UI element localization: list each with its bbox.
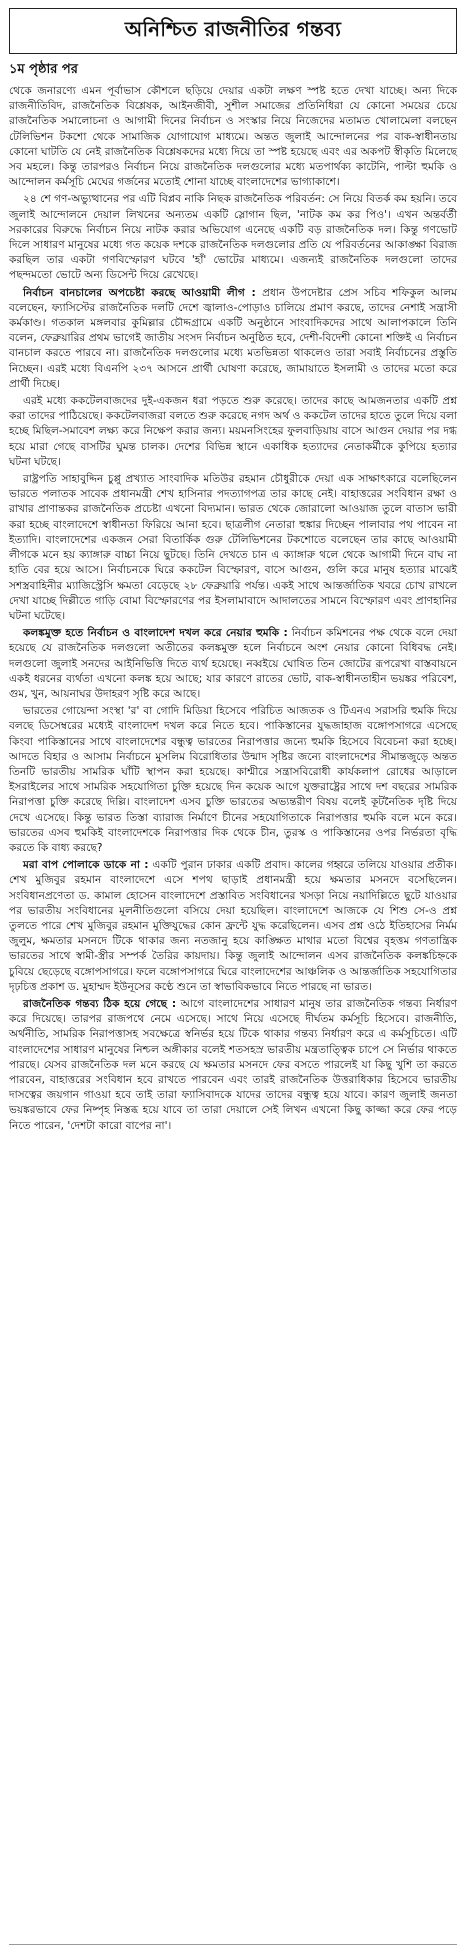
paragraph-text: থেকে জনারণ্যে এমন পূর্বাভাস কৌশলে ছড়িয়ে দেয়ার একটা লক্ষণ স্পষ্ট হতে দেখা যাচ্ছে। অন্য দিকে রাজনীতিবিদ, রাজনৈতিক বিশ্লেষক, আইনজীবী, সুশীল সমাজের প্রতিনিধিরা যে কোনো সময়ের চেয়ে রাজনৈতিক সমালোচনা ও আগামী দিনের নির্বাচন ও সংস্কার নিয়ে নিজেদের মতামত খোলামেলা বলছেন টেলিভিশন টকশো থেকে সামাজিক যোগাযোগ মাধ্যমে। অন্তত জুলাই আন্দোলনের পর বাক-স্বাধীনতায় কোনো ঘাটতি যে নেই রাজনৈতিক বিশ্লেষকদের মধ্যে দিয়ে তা স্পষ্ট হয়েছে এবং এর অকপট স্বীকৃতি মিলেছে সব মহলে। কিন্তু তারপরও নির্বাচন নিয়ে রাজনৈতিক দলগুলোর মধ্যে মতপার্থক্য কাটেনি, পাল্টা হুমকি ও আন্দোলন কর্মসূচি মেঘের গর্জনের মতোই শোনা যাচ্ছে বাংলাদেশের ভাগ্যাকাশে।: [9, 85, 457, 189]
article-paragraph: [9, 394, 457, 470]
headline-box: [9, 8, 457, 54]
paragraph-subhead: রাজনৈতিক গন্তব্য ঠিক হয়ে গেছে :: [23, 997, 177, 1010]
paragraph-text: এরই মধ্যে ককটেলবাজদের দুই-একজন ধরা পড়তে শুরু করেছে। তাদের কাছে আমজনতার একটি প্রশ্ন করা তাদের পাঠিয়েছে। ককটেলবাজরা বলতে শুরু করেছে নগদ অর্থ ও ককটেল তাদের হাতে তুলে দিয়ে বলা হচ্ছে মিছিল-সমাবেশ লক্ষ্য করে নিক্ষেপ করার জন্য। ময়মনসিংহের ফুলবাড়িয়ায় বাসে আগুন দেয়ার পর দগ্ধ হয়ে মারা গেছে বাসটির ঘুমন্ত চালক। দেশের বিভিন্ন স্থানে একাধিক হত্যাদের নেতাকর্মীকে কুপিয়ে হত্যার ঘটনা ঘটছে।: [9, 395, 457, 468]
article-paragraph: [9, 704, 457, 856]
bottom-rule: [9, 1944, 457, 1945]
article-paragraph: [9, 192, 457, 283]
headline: অনিশ্চিত রাজনীতির গন্তব্য: [124, 16, 342, 41]
paragraph-text: নির্বাচন কমিশনের পক্ষ থেকে বলে দেয়া হয়েছে যে রাজনৈতিক দলগুলো অতীতের কলঙ্কমুক্ত হলে নির্বাচনে অংশ নেয়ার কোনো বিধিবদ্ধ নেই। দলগুলো জুলাই সনদের আইনিভিত্তি দিতে ব্যর্থ হয়েছে। নব্বইয়ে ঘোষিত তিন জোটের রূপরেখা বাস্তবায়নে একই ধরনের ব্যর্থতা এখনো কলঙ্ক হয়ে আছে; যার কারণে রাতের ভোট, বাক-স্বাধীনতাহীন ভয়ঙ্কর পরিবেশ, গুম, খুন, আয়নাঘর উদাহরণ সৃষ্টি করে আছে।: [9, 627, 458, 700]
paragraph-subhead: মরা বাপ পোলাকে ডাকে না :: [23, 859, 149, 872]
paragraph-text: ভারতের গোয়েন্দা সংস্থা 'র' বা গোদি মিডিয়া হিসেবে পরিচিত আজতক ও টিএনএ সরাসরি হুমকি দিয়ে বলছে ডিসেম্বরের মধ্যেই বাংলাদেশ দখল করে নিতে হবে। পাকিস্তানের যুদ্ধজাহাজ বঙ্গোপসাগরে এসেছে কিংবা পাকিস্তানের সাথে বাংলাদেশের বন্ধুত্ব ভারতের নিরাপত্তার জন্যে হুমকি হিসেবে বিবেচনা করা হচ্ছে। আদতে বিহার ও আসাম নির্বাচনে মুসলিম বিরোধিতার উন্মাদ সৃষ্টির জন্যে বাংলাদেশের সীমান্তজুড়ে অন্তত তিনটি ভারতীয় সামরিক ঘাঁটি স্থাপন করা হয়েছে। কাশ্মীরে সন্ত্রাসবিরোধী কার্যকলাপ রোধের আড়ালে ইসরাইলের সাথে সামরিক সহযোগিতা চুক্তি হয়েছে দিন কয়েক আগে যুক্তরাষ্ট্রের সাথে দশ বছরের সামরিক নিরাপত্তা চুক্তি করেছে দিল্লি। বাংলাদেশ এসব চুক্তি ভারতের অভ্যন্তরীণ বিষয় বলেই কূটনৈতিক দৃষ্টি দিয়ে দেখে এসেছে। কিন্তু ভারত তিস্তা ব্যারাজ নির্মাণে চীনের সহযোগিতাকে নিরাপত্তার হুমকি বলে মনে করে। ভারতের এসব হুমকিই বাংলাদেশকে নিরাপত্তার দিক থেকে চীন, তুরস্ক ও পাকিস্তানের ওপর নির্ভরতা বৃদ্ধি করতে কি বাধ্য করছে?: [9, 705, 457, 854]
article-paragraph: [9, 472, 457, 624]
article-paragraph: [9, 858, 457, 995]
article-paragraph: [9, 997, 457, 1134]
article-paragraph: [9, 84, 457, 190]
paragraph-text: একটি পুরান ঢাকার একটি প্রবাদ। কালের গহ্বরে তলিয়ে যাওয়ার প্রতীক। শেখ মুজিবুর রহমান বাংলাদেশে এসে শপথ ছাড়াই প্রধানমন্ত্রী হয়ে ক্ষমতার মসনদে বসেছিলেন। সংবিধানপ্রণেতা ড. কামাল হোসেন বাংলাদেশে প্রস্তাবিত সংবিধানের খসড়া নিয়ে নয়াদিল্লিতে ছুটে যাওয়ার পর ভারতীয় সংবিধানের মূলনীতিগুলো বসিয়ে দেয়া হয়েছিল। বাংলাদেশে আজকে যে শিশু সে-ও প্রশ্ন তুলতে পারে শেখ মুজিবুর রহমান মুক্তিযুদ্ধের কোন ফ্রন্টে যুদ্ধ করেছিলেন। এসব প্রশ্ন ওঠে ইতিহাসের নির্মম জুলুম, ক্ষমতার মসনদে টিকে থাকার জন্য নতজানু হয়ে কাঙ্ক্ষিত মাথার মতো বিশ্বের বৃহত্তম গণতান্ত্রিক ভারতের সাথে স্বামী-স্ত্রীর সম্পর্ক তৈরির কায়দায়। কিন্তু জুলাই আন্দোলন এসব রাজনৈতিক কলঙ্কচিহ্নকে চুবিয়ে ছেড়েছে বঙ্গোপসাগরে। ফলে বঙ্গোপসাগরে ঘিরে বাংলাদেশের আঞ্চলিক ও আন্তর্জাতিক সহযোগিতার দৃঢ়চিত্ত প্রকাশ ড. মুহাম্মদ ইউনূসের কণ্ঠে শুনে তা স্বাভাবিকভাবে নিতে পারছে না ভারত।: [9, 859, 457, 993]
continuation-marker: ১ম পৃষ্ঠার পর: [9, 62, 78, 77]
article-paragraph: [9, 286, 457, 392]
paragraph-subhead: নির্বাচন বানচালের অপচেষ্টা করছে আওয়ামী লীগ :: [23, 286, 256, 299]
paragraph-text: রাষ্ট্রপতি সাহাবুদ্দিন চুপ্পু প্রখ্যাত সাংবাদিক মতিউর রহমান চৌধুরীকে দেয়া এক সাক্ষাৎকারে বলেছিলেন ভারতে পলাতক সাবেক প্রধানমন্ত্রী শেখ হাসিনার পদত্যাগপত্র তার কাছে নেই। বাহাত্তরের সংবিধান রক্ষা ও রাখার প্রাণান্তকর রাজনৈতিক প্রচেষ্টা এখনো বিদ্যমান। ভারত থেকে জোরালো আওয়াজ তুলে বাতাস ভারী করা হচ্ছে বাংলাদেশে স্বাধীনতা ফিরিয়ে আনা হবে। ছাত্রলীগ নেতারা হুঙ্কার দিচ্ছেন পালাবার পথ পাবেন না ইত্যাদি। বাংলাদেশের একজন সেরা বিতার্কিক গুরু টেলিভিশনের টকশোতে বলেছেন তার কাছে আওয়ামী লীগকে মনে হয় ক্যাঙ্গারু বাচ্চা নিয়ে ছুটছে। তিনি দেখতে চান এ ক্যাঙ্গারু থলে থেকে আগামী দিনে বাঘ না হাতি বের হয়ে আসে। নির্বাচনকে ঘিরে ককটেল বিস্ফোরণ, বাসে আগুন, গুলি করে মানুষ হত্যার মাঝেই সশস্ত্রবাহিনীর ম্যাজিস্ট্রেসি ক্ষমতা বেড়েছে ২৮ ফেব্রুয়ারি পর্যন্ত। একই সাথে আন্তর্জাতিক খবরে চোখ রাখলে দেখা যাচ্ছে দিল্লীতে গাড়ি বোমা বিস্ফোরণের পর ইসলামাবাদে আদালতের সামনে বিস্ফোরণ এবং প্রাণহানির ঘটনা ঘটেছে।: [9, 473, 457, 622]
article-paragraph: [9, 626, 457, 702]
article-body: [9, 84, 457, 1134]
paragraph-subhead: কলঙ্কমুক্ত হতে নির্বাচন ও বাংলাদেশ দখল করে নেয়ার হুমকি :: [23, 627, 288, 640]
paragraph-text: প্রধান উপদেষ্টার প্রেস সচিব শফিকুল আলম বলেছেন, ফ্যাসিস্টের রাজনৈতিক দলটি দেশে জ্বালাও-পোড়াও চালিয়ে প্রমাণ করছে, তাদের নেশাই সন্ত্রাসী কর্মকাণ্ড। গতকাল মঙ্গলবার কুমিল্লার চৌদ্দগ্রামে একটি অনুষ্ঠানে সাংবাদিকদের সাথে আলাপকালে তিনি বলেন, ফেব্রুয়ারির প্রথম ভাগেই জাতীয় সংসদ নির্বাচন অনুষ্ঠিত হবে, দেশী-বিদেশী কোনো শক্তিই এ নির্বাচন বানচাল করতে পারবে না। রাজনৈতিক দলগুলোর মধ্যে মতভিন্নতা থাকলেও তারা সবাই নির্বাচনের প্রস্তুতি নিচ্ছেন। এরই মধ্যে বিএনপি ২৩৭ আসনে প্রার্থী ঘোষণা করেছে, জামায়াতে ইসলামী ও তাদের মতো করে প্রার্থী দিচ্ছে।: [9, 286, 457, 390]
paragraph-text: ২৪ শে গণ-অভ্যুত্থানের পর এটি বিপ্লব নাকি নিছক রাজনৈতিক পরিবর্তন: সে নিয়ে বিতর্ক কম হয়নি। তবে জুলাই আন্দোলনে দেয়াল লিখনের অন্যতম একটি স্লোগান ছিল, 'নাটক কম কর পিও'। এখন অন্তর্বর্তী সরকারের বিরুদ্ধে নির্বাচন নিয়ে নাটক করার অভিযোগ এনেছে একটি বড় রাজনৈতিক দল। কিন্তু গণভোট দিলে সাধারণ মানুষের মধ্যে গত কয়েক দশকে রাজনৈতিক দলগুলোর প্রতি যে পরিবর্তনের আকাঙ্ক্ষা বিরাজ করছিল তার একটা গণবিস্ফোরণ ঘটবে 'হাঁ' ভোটের মাধ্যমে। এজন্যই রাজনৈতিক দলগুলো তাদের পছন্দমতো ভোটে অন্য ডিসেন্ট দিয়ে রেখেছে।: [9, 193, 457, 282]
paragraph-text: আগে বাংলাদেশের সাধারণ মানুষ তার রাজনৈতিক গন্তব্য নির্ধারণ করে দিয়েছে। তারপর রাজপথে নেমে এসেছে। সাথে নিয়ে এসেছে দীর্ঘতম কর্মসূচি হিসেবে। রাজনীতি, অর্থনীতি, সামরিক নিরাপত্তাসহ সবক্ষেত্রে স্বনির্ভর হয়ে টিকে থাকার গন্তব্য নির্ধারণ করে এ কর্মসূচিতে। এটি বাংলাদেশের সাধারণ মানুষের নিশ্চল অঙ্গীকার বলেই শতসহস্র ভারতীয় মন্ত্রতাত্ত্বিক চাপে সে নির্ভার থাকতে পারছে। যেসব রাজনৈতিক দল মনে করছে যে ক্ষমতার মসনদে ফের বসতে পারলেই যা কিছু খুশি তা করতে পারবেন, বাহাত্তরের সংবিধান হবে রাখতে পারবেন এবং তারই রাজনৈতিক উত্তরাধিকার হিসেবে ভারতীয় দাসত্বের জয়গান গাওয়া হবে তাই তারা ফ্যাসিবাদকে যাদের তাদের বন্ধুত্ব হয়ে যাবে। কারণ জুলাই জনতা ভয়ঙ্করভাবে ফের নিষ্পৃহ নিস্তব্ধ হয়ে যাবে তা তারা দেয়ালে সেই লিখন এখনো কিছু কাজ্জা করে ফের পড়ে নিতে পারেন, 'দেশটা কারো বাপের না'।: [9, 997, 457, 1132]
